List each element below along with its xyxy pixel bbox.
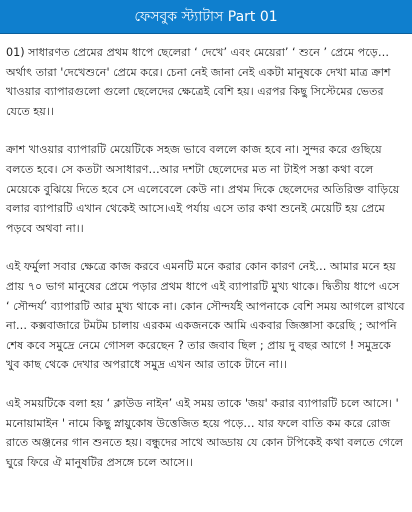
article-content[interactable] [0, 34, 412, 512]
article-paragraph-4: এই সময়টিকে বলা হয় ‘ ক্লাউড নাইন’ এই সময় তাকে 'জয়' করার ব্যাপারটি চলে আসে। ' মনোয়ামাইন ' নামে কিছু স্নায়ুকোষ উত্তেজিত হয়ে পড়ে… যার ফলে বাতি কম করে রোজ রাতে অঞ্জনের গান শুনতে হয়। বন্ধুদের সাথে আড্ডায় যে কোন টপিকেই কথা বলতে গেলে ঘুরে ফিরে ঐ মানুষটির প্রসঙ্গে চলে আসে।। [6, 396, 404, 469]
article-paragraph-1: 01) সাধারণত প্রেমের প্রথম ধাপে ছেলেরা ‘ দেখে’ এবং মেয়েরা’ ‘ শুনে ’ প্রেমে পড়ে… অর্থাৎ তারা 'দেখেশুনে' প্রেমে করে। চেনা নেই জানা নেই একটা মানুষকে দেখা মাত্র ক্রাশ খাওয়ার ব্যাপারগুলো গুলো ছেলেদের ক্ষেত্রেই বেশি হয়। এরপর কিছু সিস্টেমের ভেতর যেতে হয়।। [6, 46, 391, 118]
article-paragraph-3: এই ফর্মুলা সবার ক্ষেত্রে কাজ করবে এমনটি মনে করার কোন কারণ নেই… আমার মনে হয় প্রায় ৭০ ভাগ মানুষের প্রেমে পড়ার প্রথম ধাপে এই ব্যাপারটি মুখ্য থাকে। দ্বিতীয় ধাপে এসে ‘ সৌন্দর্য’ ব্যাপারটি আর মুখ্য থাকে না। কোন সৌন্দর্যই আপনাকে বেশি সময় আগলে রাখবে না… কক্সবাজারে টমটম চালায় এরকম একজনকে আমি একবার জিজ্ঞাসা করেছি ; আপনি শেষ কবে সমুদ্রে নেমে গোসল করেছেন ? তার জবাব ছিল ; প্রায় দু বছর আগে ! সমুদ্রকে খুব কাছ থেকে দেখার অপরাধে সমুদ্র এখন আর তাকে টানে না।। [6, 260, 405, 372]
article-paragraph-2: ক্রাশ খাওয়ার ব্যাপারটি মেয়েটিকে সহজ ভাবে বললে কাজ হবে না। সুন্দর করে গুছিয়ে বলতে হবে। সে কতটা অসাধারণ…আর দশটা ছেলেদের মত না টাইপ সস্তা কথা বলে মেয়েকে বুঝিয়ে দিতে হবে সে এলেবেলে কেউ না। প্রথম দিকে ছেলেদের অতিরিক্ত বাড়িয়ে বলার ব্যাপারটি এখান থেকেই আসে।এই পর্যায় এসে তার কথা শুনেই মেয়েটি হয় প্রেমে পড়বে অথবা না।। [6, 143, 400, 235]
page-title: ফেসবুক স্ট্যাটাস Part 01 [134, 8, 278, 25]
title-bar [0, 0, 412, 34]
